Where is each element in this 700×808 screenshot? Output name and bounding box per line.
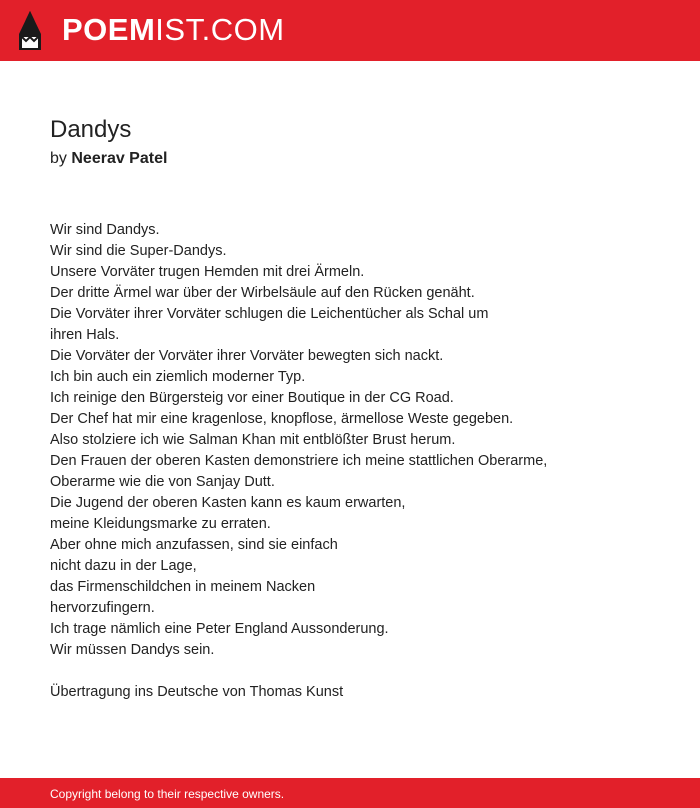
- stanza-gap: [50, 661, 650, 682]
- poem-line: Oberarme wie die von Sanjay Dutt.: [50, 474, 275, 490]
- poem-line: Wir müssen Dandys sein.: [50, 642, 215, 658]
- poem-line: Übertragung ins Deutsche von Thomas Kunst: [50, 684, 344, 700]
- poem-line: meine Kleidungsmarke zu erraten.: [50, 516, 271, 532]
- site-footer: [0, 778, 700, 808]
- poem-line: Die Jugend der oberen Kasten kann es kaum erwarten,: [50, 495, 406, 511]
- site-header: [0, 0, 700, 61]
- poem-line: Der dritte Ärmel war über der Wirbelsäule auf den Rücken genäht.: [50, 285, 475, 301]
- poem-line: Also stolziere ich wie Salman Khan mit entblößter Brust herum.: [50, 432, 456, 448]
- poem-line: Aber ohne mich anzufassen, sind sie einfach: [50, 537, 338, 553]
- poem-line: Die Vorväter ihrer Vorväter schlugen die Leichentücher als Schal um: [50, 306, 489, 322]
- poem-line: Ich trage nämlich eine Peter England Aussonderung.: [50, 621, 389, 637]
- poem-body: [50, 220, 650, 703]
- poem-line: hervorzufingern.: [50, 600, 155, 616]
- byline: [50, 150, 167, 168]
- poem-line: Wir sind Dandys.: [50, 222, 160, 238]
- by-label: by: [50, 150, 67, 167]
- brand-light-text: IST.COM: [155, 12, 285, 47]
- author-name[interactable]: Neerav Patel: [71, 150, 168, 167]
- poem-line: das Firmenschildchen in meinem Nacken: [50, 579, 316, 595]
- poem-line: Ich bin auch ein ziemlich moderner Typ.: [50, 369, 306, 385]
- poem-line: Ich reinige den Bürgersteig vor einer Boutique in der CG Road.: [50, 390, 454, 406]
- poem-line: Die Vorväter der Vorväter ihrer Vorväter bewegten sich nackt.: [50, 348, 444, 364]
- poem-line: Wir sind die Super-Dandys.: [50, 243, 227, 259]
- poem-line: nicht dazu in der Lage,: [50, 558, 197, 574]
- poem-line: Unsere Vorväter trugen Hemden mit drei Ärmeln.: [50, 264, 365, 280]
- poem-line: ihren Hals.: [50, 327, 120, 343]
- pencil-icon[interactable]: [18, 10, 42, 51]
- poem-title: Dandys: [50, 116, 132, 143]
- poem-line: Den Frauen der oberen Kasten demonstriere ich meine stattlichen Oberarme,: [50, 453, 548, 469]
- brand-bold-text: POEM: [62, 12, 156, 47]
- site-logo[interactable]: [62, 12, 285, 48]
- poem-line: Der Chef hat mir eine kragenlose, knopflose, ärmellose Weste gegeben.: [50, 411, 514, 427]
- copyright-text: Copyright belong to their respective owners.: [50, 787, 285, 801]
